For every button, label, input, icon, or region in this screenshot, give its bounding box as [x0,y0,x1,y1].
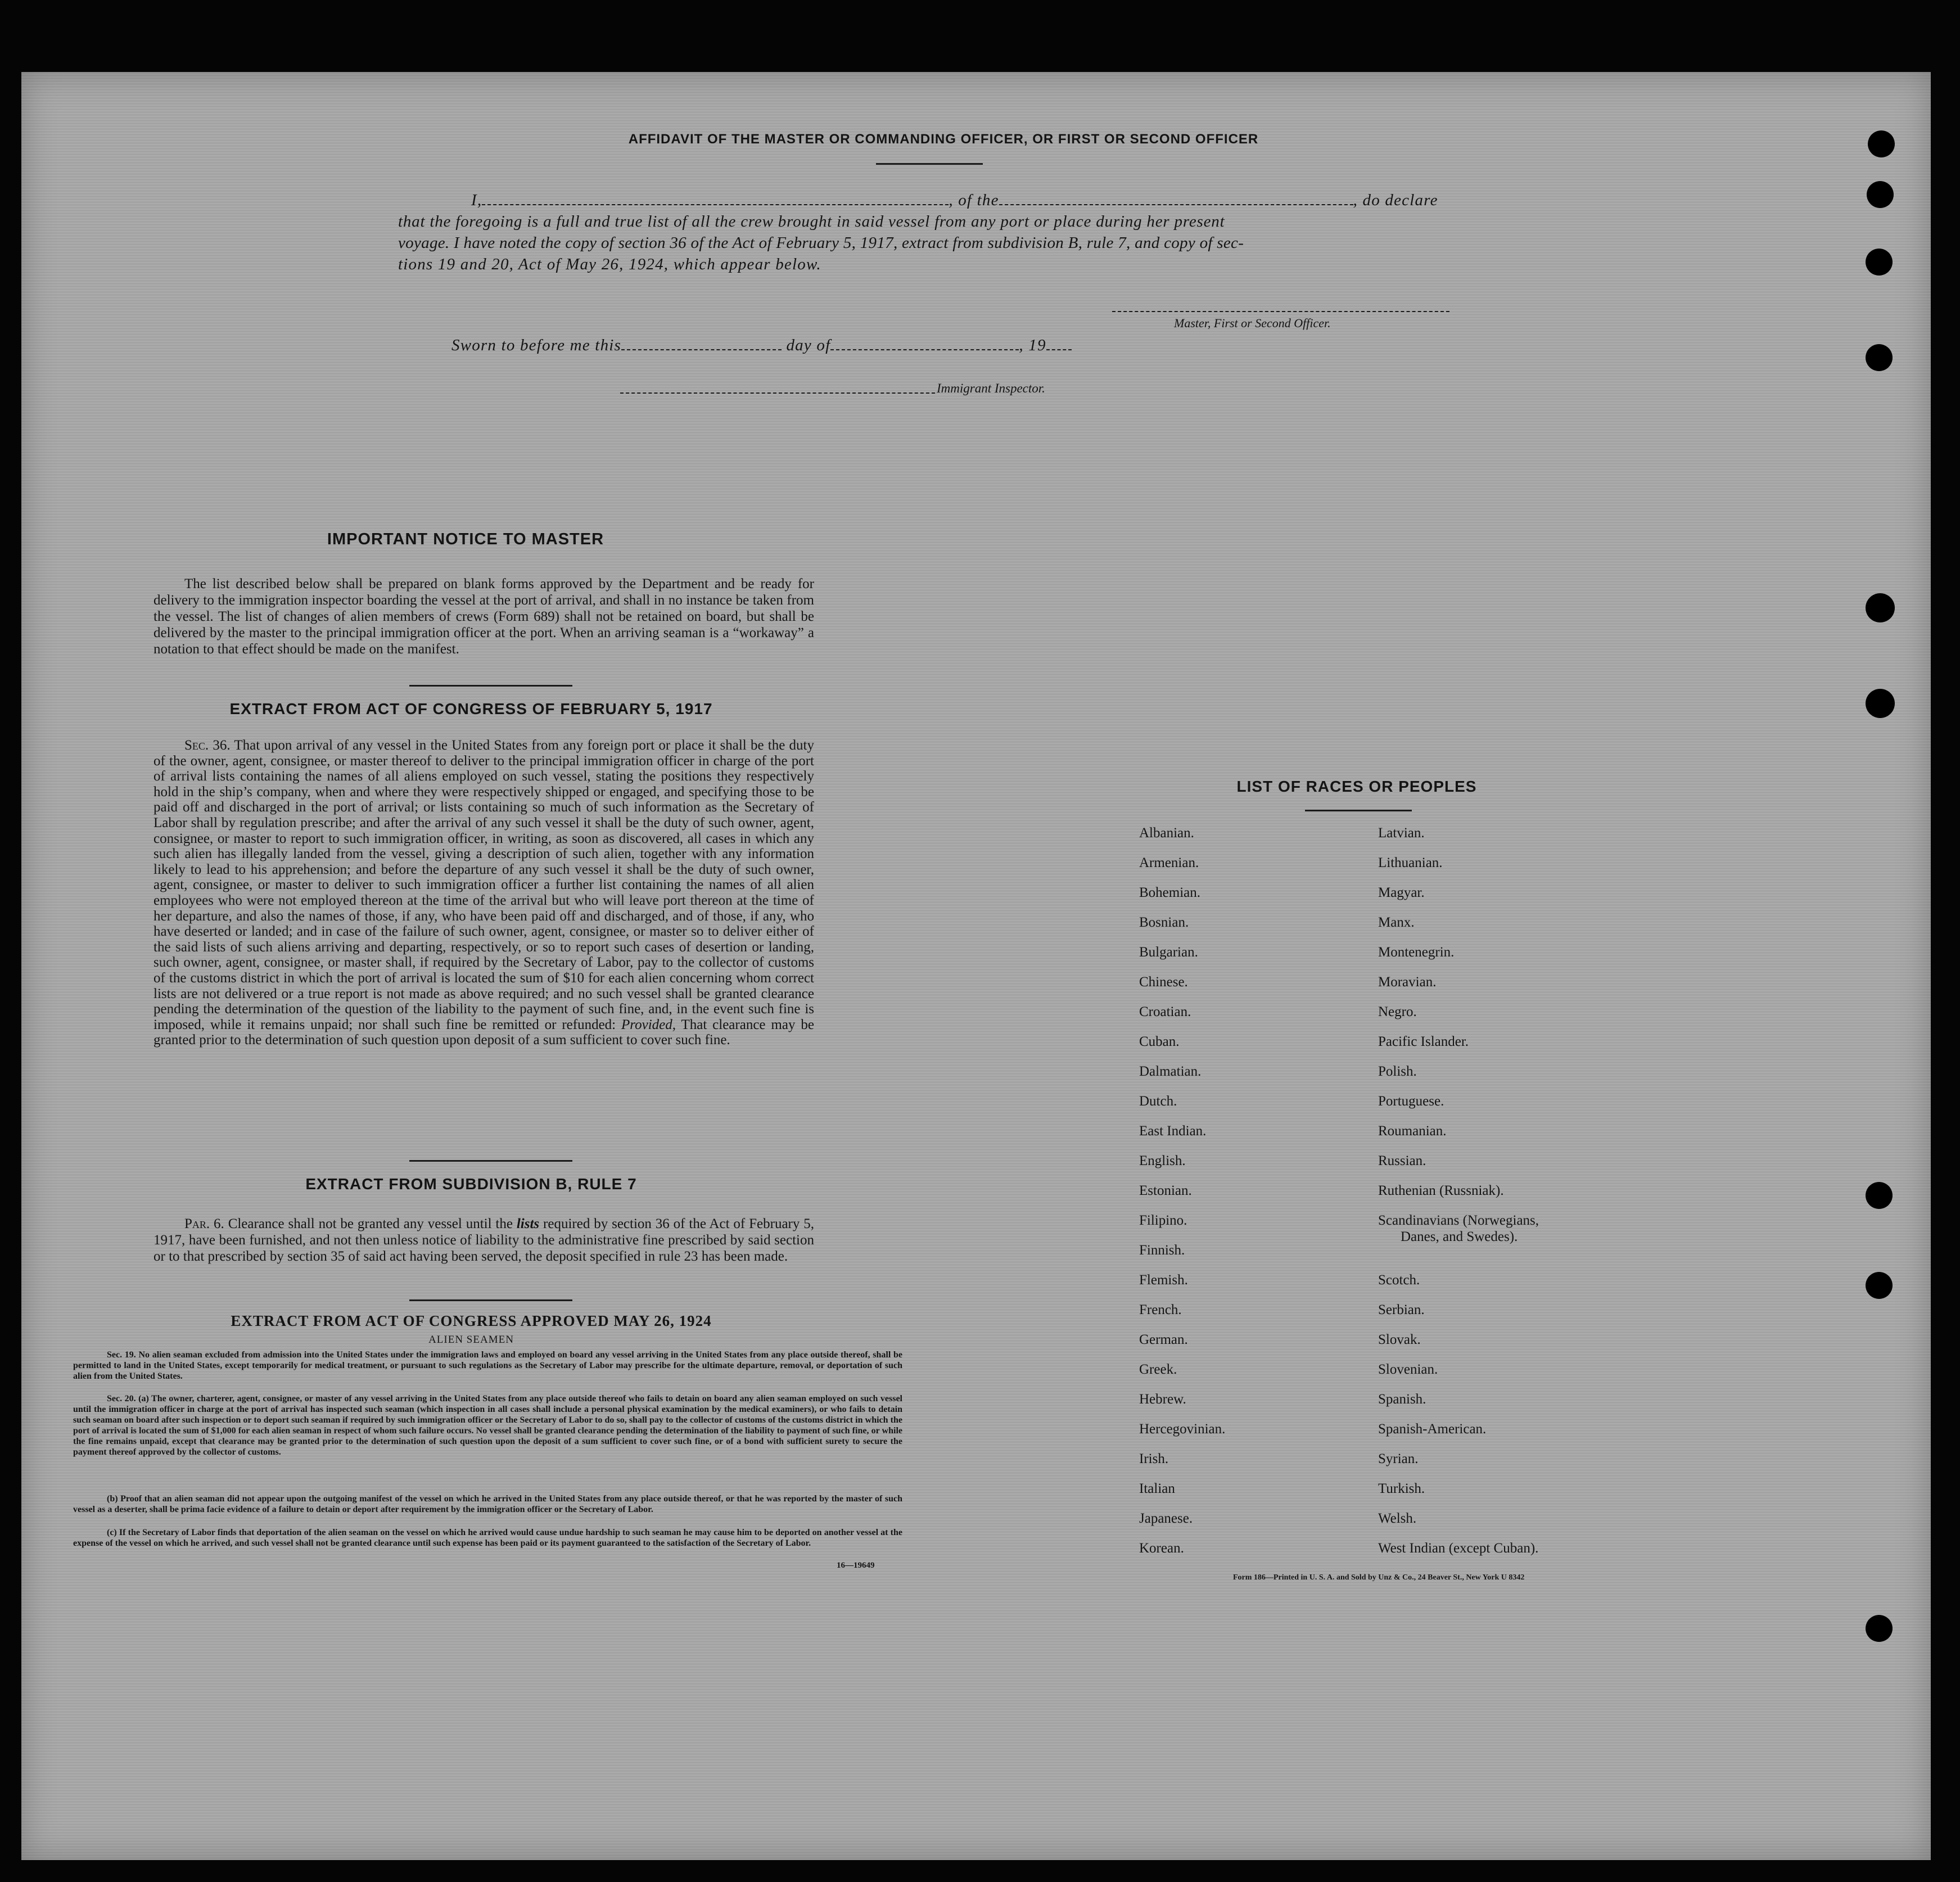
race-item: Bohemian. [1139,885,1201,900]
sec-19-text: Sec. 19. No alien seaman excluded from admission into the United States under the immigration laws and employed on board any vessel arriving in the United States from any place outside thereof, shall be permitted to land in the United States, except temporarily for medical treatment, or pursuant to such regulations as the Secretary of Labor may prescribe for the ultimate departure, removal, or deportation of such alien from the United States. [73,1350,902,1381]
inspector-signature-label: Immigrant Inspector. [937,381,1045,395]
races-title: LIST OF RACES OR PEOPLES [1236,778,1477,795]
par-6-text: Clearance shall not be granted any vessel until the [228,1216,513,1231]
par-6-text-end: required by section 36 of the Act of February 5, 1917, have been furnished, and not then unless notice of liability to the administrative fine prescribed by said section or to that prescribed by section 35 of said act having been served, the deposit specified in rule 23 has been made. [153,1216,814,1264]
race-item: Finnish. [1139,1243,1185,1258]
race-item: Bulgarian. [1139,945,1198,960]
affidavit-line-4: tions 19 and 20, Act of May 26, 1924, which appear below. [398,255,821,273]
race-item: Slovak. [1378,1332,1421,1347]
name-blank[interactable] [482,204,949,205]
vessel-blank[interactable] [999,204,1353,205]
sec-20a-text: Sec. 20. (a) The owner, charterer, agent, consignee, or master of any vessel arriving in the United States from any place outside thereof who fails to detain on board any alien seaman employed on such vessel until the immigration officer in charge at the port of arrival has inspected such seaman (which inspection in all cases shall include a personal physical examination by the medical examiners), or who fails to detain such seaman on board after such inspection or to deport such seaman if required by such immigration officer or the Secretary of Labor to do so, shall pay to the collector of customs of the customs district in which the port of arrival is located the sum of $1,000 for each alien seaman in respect of whom such failure occurs. No vessel shall be granted clearance pending the determination of the liability to payment of such fine, or while the fine remains unpaid, except that clearance may be granted prior to the determination of such question upon the deposit of a sum sufficient to cover such fine, or of a bond with sufficient surety to secure the payment thereof approved by the collector of customs. [73,1394,902,1457]
extract-1917-body [153,738,814,1048]
sec-36-text: That upon arrival of any vessel in the United States from any foreign port or place it shall be the duty of the owner, agent, consignee, or master thereof to deliver to the principal immigration officer in charge of the port of arrival lists containing the names of all aliens employed on such vessel, stating the positions they respectively hold in the ship’s company, when and where they were respectively shipped or engaged, and specifying those to be paid off and discharged in the port of arrival; or lists containing so much of such information as the Secretary of Labor shall by regulation prescribe; and after the arrival of any such vessel it shall be the duty of such owner, agent, consignee, or master to report to such immigration officer, in writing, as soon as discovered, all cases in which any such alien has illegally landed from the vessel, giving a description of such alien, together with any information likely to lead to his apprehension; and before the departure of any such vessel it shall be the duty of such owner, agent, consignee, or master to deliver to such immigration officer a further list containing the names of all alien employees who were not employed thereon at the time of the arrival but who will leave port thereon at the time of her departure, and also the names of those, if any, who have been paid off and discharged, and of those, if any, who have deserted or landed; and in case of the failure of such owner, agent, consignee, or master so to deliver either of the said lists of such aliens arriving and departing, respectively, or so to report such cases of desertion or landing, such owner, agent, consignee, or master shall, if required by the Secretary of Labor, pay to the collector of customs of the customs district in which the port of arrival is located the sum of $10 for each alien concerning whom correct lists are not delivered or a true report is not made as above required; and no such vessel shall be granted clearance pending the determination of the question of the liability to the payment of such fine, and, in the event such fine is imposed, while it remains unpaid; nor shall such fine be remitted or refunded: [153,738,814,1032]
year-blank[interactable] [1046,349,1072,350]
affidavit-line-3: voyage. I have noted the copy of section 36 of the Act of February 5, 1917, extract from subdivision B, rule 7, and copy of sec- [398,234,1244,252]
binder-hole [1866,344,1893,371]
sworn-line [451,336,1072,355]
sec-36-label: Sec. 36. [184,738,231,753]
provided-word: Provided, [621,1017,676,1032]
binder-hole [1866,1615,1893,1642]
race-item: Croatian. [1139,1004,1191,1019]
race-item: Welsh. [1378,1511,1417,1526]
race-item: Dalmatian. [1139,1064,1202,1079]
inspector-signature-line[interactable] [620,392,935,394]
form-code: 16—19649 [837,1561,875,1570]
race-item: Moravian. [1378,974,1437,990]
binder-hole [1866,593,1895,622]
race-item: Scotch. [1378,1272,1420,1288]
notice-rule [409,685,572,687]
year-label: , 19 [1019,336,1046,354]
binder-hole [1866,249,1893,276]
race-item: Hebrew. [1139,1392,1186,1407]
affidavit-title: AFFIDAVIT OF THE MASTER OR COMMANDING OFFICER, OR FIRST OR SECOND OFFICER [628,132,1259,147]
race-item: East Indian. [1139,1123,1207,1139]
race-item: German. [1139,1332,1188,1347]
race-item: Pacific Islander. [1378,1034,1469,1049]
race-item: Lithuanian. [1378,855,1443,870]
race-item: Albanian. [1139,825,1194,841]
par-6-label: Par. 6. [184,1216,224,1231]
race-item: Russian. [1378,1153,1426,1168]
race-item: Cuban. [1139,1034,1180,1049]
affidavit-declare-label: , do declare [1353,191,1438,209]
race-item: Scandinavians (Norwegians, [1378,1213,1539,1228]
notice-body: The list described below shall be prepared on blank forms approved by the Department and be ready for delivery to the immigration inspector boarding the vessel at the port of arrival, and shall in no instance be taken from the vessel. The list of changes of alien members of crews (Form 689) shall not be retained on board, but shall be delivered by the master to the principal immigration officer at the port. When an arriving seaman is a “workaway” a notation to that effect should be made on the manifest. [153,576,814,657]
race-item: French. [1139,1302,1182,1317]
race-item: English. [1139,1153,1186,1168]
race-item: Estonian. [1139,1183,1192,1198]
race-item: Spanish. [1378,1392,1426,1407]
affidavit-i-label: I, [471,191,482,209]
race-item: Chinese. [1139,974,1188,990]
race-item-continuation: Danes, and Swedes). [1401,1229,1518,1244]
race-item: Korean. [1139,1541,1184,1556]
race-item: Armenian. [1139,855,1199,870]
subdivision-rule [409,1299,572,1301]
day-of-label: day of [786,336,831,354]
race-item: Roumanian. [1378,1123,1447,1139]
document-sheet [21,72,1931,1860]
race-item: Polish. [1378,1064,1417,1079]
sec-20b-text: (b) Proof that an alien seaman did not appear upon the outgoing manifest of the vessel on which he arrived in the United States from any place outside thereof, or that he was reported by the master of such vessel as a deserter, shall be prima facie evidence of a failure to detain or deport after requirement by the immigration officer or the Secretary of Labor. [73,1494,902,1514]
race-item: Filipino. [1139,1213,1187,1228]
race-item: Italian [1139,1481,1175,1496]
race-item: Serbian. [1378,1302,1425,1317]
race-item: Flemish. [1139,1272,1188,1288]
master-signature-line[interactable] [1112,311,1449,312]
subdivision-body [153,1216,814,1265]
extract-1917-title: EXTRACT FROM ACT OF CONGRESS OF FEBRUARY 5, 1917 [229,700,713,717]
race-item: Greek. [1139,1362,1177,1377]
alien-seamen-subtitle: ALIEN SEAMEN [428,1334,514,1346]
race-item: Japanese. [1139,1511,1193,1526]
race-item: Negro. [1378,1004,1417,1019]
affidavit-of-the-label: , of the [949,191,999,209]
binder-hole [1866,1272,1893,1299]
month-blank[interactable] [830,349,1019,350]
race-item: Hercegovinian. [1139,1421,1226,1437]
race-item: Spanish-American. [1378,1421,1487,1437]
binder-hole [1868,130,1895,157]
form-printer-footer: Form 186—Printed in U. S. A. and Sold by Unz & Co., 24 Beaver St., New York U 8342 [1233,1573,1525,1582]
subdivision-title: EXTRACT FROM SUBDIVISION B, RULE 7 [305,1175,637,1193]
extract-1917-rule [409,1160,572,1162]
affidavit-title-rule [876,163,983,165]
binder-hole [1866,689,1895,718]
race-item: Montenegrin. [1378,945,1455,960]
race-item: Dutch. [1139,1094,1177,1109]
sworn-label: Sworn to before me this [451,336,622,354]
race-item: West Indian (except Cuban). [1378,1541,1539,1556]
affidavit-line-1 [471,191,1438,210]
race-item: Turkish. [1378,1481,1425,1496]
day-blank[interactable] [621,349,782,350]
races-title-rule [1305,810,1412,811]
binder-hole [1867,181,1894,208]
race-item: Irish. [1139,1451,1169,1466]
race-item: Syrian. [1378,1451,1419,1466]
master-signature-label: Master, First or Second Officer. [1174,316,1331,330]
sec-36-text-end: That clearance may be granted prior to the determination of such question upon deposit of a sum sufficient to cover such fine. [153,1017,814,1048]
sec-20c-text: (c) If the Secretary of Labor finds that deportation of the alien seaman on the vessel on which he arrived would cause undue hardship to such seaman he may cause him to be deported on another vessel at the expense of the vessel on which he arrived, and such vessel shall not be granted clearance until such expense has been paid or its payment guaranteed to the satisfaction of the Secretary of Labor. [73,1528,902,1548]
binder-hole [1866,1182,1893,1209]
lists-word: lists [516,1216,540,1231]
race-item: Manx. [1378,915,1415,930]
race-item: Ruthenian (Russniak). [1378,1183,1504,1198]
race-item: Latvian. [1378,825,1425,841]
race-item: Portuguese. [1378,1094,1444,1109]
affidavit-line-2: that the foregoing is a full and true list of all the crew brought in said vessel from any port or place during her present [398,213,1225,231]
race-item: Bosnian. [1139,915,1189,930]
race-item: Slovenian. [1378,1362,1438,1377]
extract-1924-title: EXTRACT FROM ACT OF CONGRESS APPROVED MAY 26, 1924 [231,1312,712,1329]
notice-title: IMPORTANT NOTICE TO MASTER [327,530,604,548]
race-item: Magyar. [1378,885,1425,900]
